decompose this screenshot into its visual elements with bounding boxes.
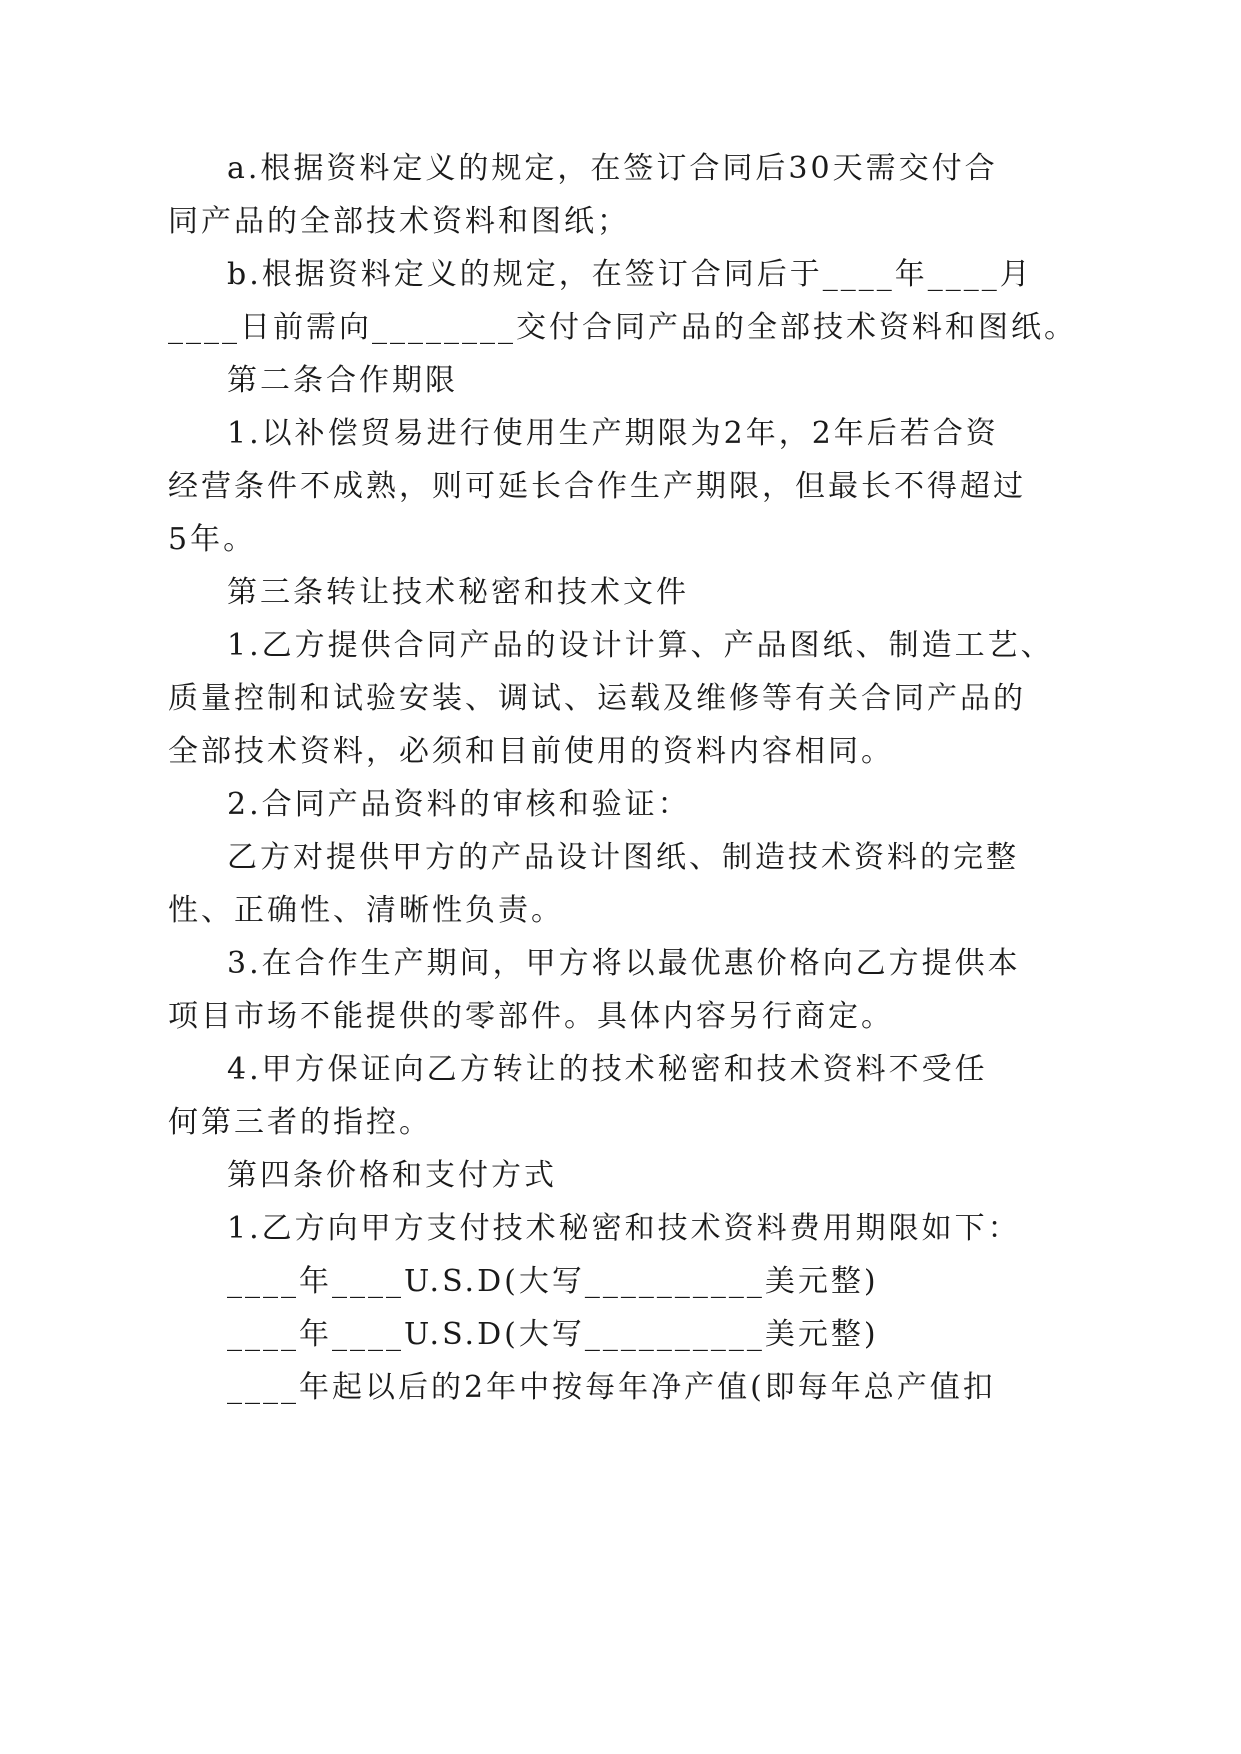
clause-b-line-1: b.根据资料定义的规定，在签订合同后于____年____月 (227, 257, 1033, 292)
article-3-item-4-line-1: 4.甲方保证向乙方转让的技术秘密和技术资料不受任 (227, 1052, 988, 1087)
payment-line-1: ____年____U.S.D(大写__________美元整) (227, 1264, 879, 1299)
payment-line-3: ____年起以后的2年中按每年净产值(即每年总产值扣 (227, 1370, 996, 1405)
article-4-item-1-line-1: 1.乙方向甲方支付技术秘密和技术资料费用期限如下： (227, 1211, 1021, 1246)
article-3-item-4-line-2: 何第三者的指控。 (168, 1105, 432, 1140)
payment-line-2: ____年____U.S.D(大写__________美元整) (227, 1317, 879, 1352)
article-3-item-1-line-2: 质量控制和试验安装、调试、运载及维修等有关合同产品的 (168, 681, 1026, 716)
article-4-heading: 第四条价格和支付方式 (227, 1158, 557, 1193)
article-2-item-1-line-2: 经营条件不成熟，则可延长合作生产期限，但最长不得超过 (168, 469, 1026, 504)
article-3-item-2-line-1: 2.合同产品资料的审核和验证： (227, 787, 691, 822)
clause-b-line-2: ____日前需向________交付合同产品的全部技术资料和图纸。 (168, 310, 1077, 345)
article-3-item-2-line-2: 乙方对提供甲方的产品设计图纸、制造技术资料的完整 (227, 840, 1019, 875)
article-3-item-3-line-1: 3.在合作生产期间，甲方将以最优惠价格向乙方提供本 (227, 946, 1021, 981)
article-3-heading: 第三条转让技术秘密和技术文件 (227, 575, 689, 610)
article-3-item-1-line-1: 1.乙方提供合同产品的设计计算、产品图纸、制造工艺、 (227, 628, 1054, 663)
article-2-item-1-line-1: 1.以补偿贸易进行使用生产期限为2年，2年后若合资 (227, 416, 999, 451)
article-3-item-2-line-3: 性、正确性、清晰性负责。 (168, 893, 564, 928)
clause-a-line-1: a.根据资料定义的规定，在签订合同后30天需交付合 (227, 151, 998, 186)
article-3-item-1-line-3: 全部技术资料，必须和目前使用的资料内容相同。 (168, 734, 894, 769)
article-2-item-1-line-3: 5年。 (168, 522, 257, 557)
article-3-item-3-line-2: 项目市场不能提供的零部件。具体内容另行商定。 (168, 999, 894, 1034)
clause-a-line-2: 同产品的全部技术资料和图纸； (168, 204, 630, 239)
article-2-heading: 第二条合作期限 (227, 363, 458, 398)
